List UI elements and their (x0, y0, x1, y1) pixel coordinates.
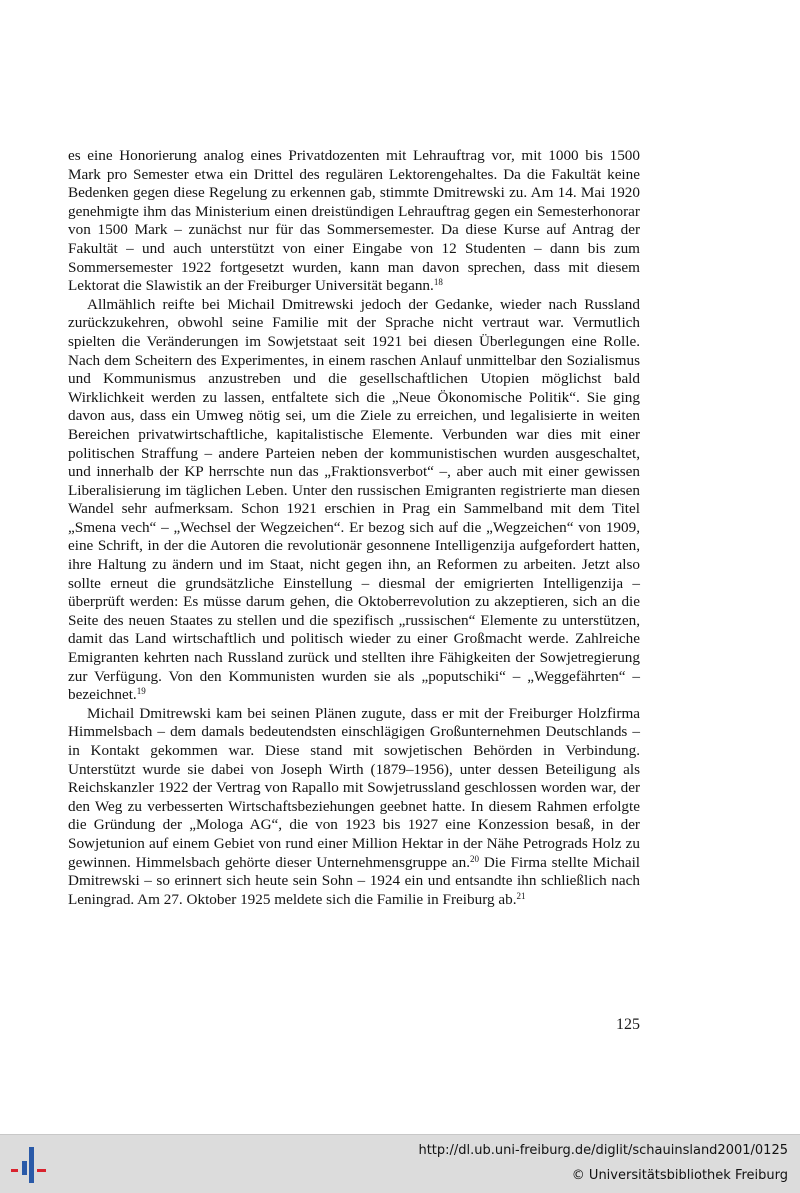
paragraph-2 (68, 296, 640, 705)
page-number: 125 (616, 1016, 640, 1033)
footer-bar (0, 1134, 800, 1193)
body-text (68, 147, 640, 909)
paragraph-text-continued: Die Firma stellte Michail Dmitrewski – so erinnert sich heute sein Sohn – 1924 ein und entsandte ihn schließlich nach Leningrad. Am 27. Oktober 1925 meldete sich die Familie in Freiburg ab. (68, 853, 641, 908)
paragraph-text: es eine Honorierung analog eines Privatdozenten mit Lehrauftrag vor, mit 1000 bis 1500 Mark pro Semester etwa ein Drittel des regulären Lektorengehaltes. Da die Fakultät keine Bedenken gegen diese Regelung zu erkennen gab, stimmte Dmitrewski zu. Am 14. Mai 1920 genehmigte ihm das Ministerium einen dreistündigen Lehrauftrag gegen ein Semesterhonorar von 1500 Mark – zunächst nur für das Sommersemester. Da diese Kurse auf Antrag der Fakultät – und auch unterstützt von einer Eingabe von 12 Studenten – dann bis zum Sommersemester 1922 fortgesetzt wurden, kann man davon sprechen, dass mit diesem Lektorat die Slawistik an der Freiburger Universität begann. (68, 147, 640, 295)
footnote-ref[interactable]: 19 (136, 686, 146, 697)
paragraph-text: Allmählich reifte bei Michail Dmitrewski jedoch der Gedanke, wieder nach Russland zurückzukehren, obwohl seine Familie mit der Sprache nicht vertraut war. Vermutlich spielten die Veränderungen im Sowjetstaat seit 1921 bei diesen Überlegungen eine Rolle. Nach dem Scheitern des Experimentes, in einem raschen Anlauf unmittelbar den Sozialismus und Kommunismus anzustreben und die gesellschaftlichen Utopien möglichst bald Wirklichkeit werden zu lassen, entfaltete sich die „Neue Ökonomische Politik“. Sie ging davon aus, dass ein Umweg nötig sei, um die Ziele zu erreichen, und legalisierte in weiten Bereichen privatwirtschaftliche, kapitalistische Elemente. Verbunden war dies mit einer politischen Straffung – andere Parteien neben der kommunistischen wurden ausgeschaltet, und innerhalb der KP herrschte nun das „Fraktionsverbot“ –, aber auch mit einer gewissen Liberalisierung im täglichen Leben. Unter den russischen Emigranten registrierte man diesen Wandel sehr aufmerksam. Schon 1921 erschien in Prag ein Sammelband mit dem Titel „Smena vech“ – „Wechsel der Wegzeichen“. Er bezog sich auf die „Wegzeichen“ von 1909, eine Schrift, in der die Autoren die revolutionär gesonnene Intelligenzija aufgefordert hatten, ihre Haltung zu ändern und im Staat, nicht gegen ihn, an Reformen zu arbeiten. Jetzt also sollte erneut die grundsätzliche Einstellung – diesmal der emigrierten Intelligenzija – überprüft werden: Es müsse darum gehen, die Oktoberrevolution zu akzeptieren, sich an die Seite des neuen Staates zu stellen und die spezifisch „russischen“ Elemente zu unterstützen, damit das Land wirtschaftlich und politisch wieder zu einer Großmacht werde. Zahlreiche Emigranten kehrten nach Russland zurück und stellten ihre Fähigkeiten der Sowjetregierung zur Verfügung. Von den Kommunisten wurden sie als „poputschiki“ – „Weggefährten“ – bezeichnet. (68, 295, 640, 704)
ub-freiburg-logo-icon (10, 1141, 50, 1187)
paragraph-1 (68, 147, 640, 296)
paragraph-text: Michail Dmitrewski kam bei seinen Plänen zugute, dass er mit der Freiburger Holzfirma Himmelsbach – dem damals bedeutendsten einschlägigen Großunternehmen Deutschlands – in Kontakt gekommen war. Diese stand mit sowjetischen Behörden in Verbindung. Unterstützt wurde sie dabei von Joseph Wirth (1879–1956), unter dessen Beteiligung als Reichskanzler 1922 der Vertrag von Rapallo mit Sowjetrussland geschlossen worden war, der den Weg zu verbesserten Wirtschaftsbeziehungen geebnet hatte. In diesem Rahmen erfolgte die Gründung der „Mologa AG“, die von 1923 bis 1927 eine Konzession besaß, in der Sowjetunion auf einem Gebiet von rund einer Million Hektar in der Nähe Petrograds Holz zu gewinnen. Himmelsbach gehörte dieser Unternehmensgruppe an. (68, 704, 640, 871)
footnote-ref[interactable]: 20 (470, 853, 479, 864)
footnote-ref[interactable]: 18 (433, 277, 443, 288)
paragraph-3 (68, 705, 640, 910)
footer-copyright: © Universitätsbibliothek Freiburg (571, 1168, 788, 1183)
footnote-ref[interactable]: 21 (516, 890, 526, 901)
footer-url-link[interactable]: http://dl.ub.uni-freiburg.de/diglit/schauinsland2001/0125 (418, 1143, 788, 1158)
